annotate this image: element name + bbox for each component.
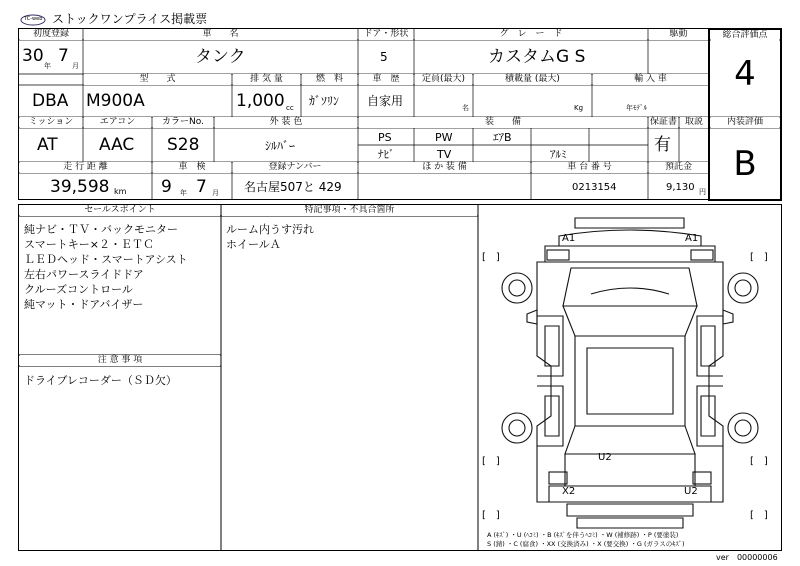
header-chassis: 車 台 番 号 bbox=[532, 162, 647, 173]
yen-unit: 円 bbox=[699, 188, 706, 196]
cc-unit: cc bbox=[286, 104, 294, 112]
bracket-bottom-right: [ ] bbox=[750, 510, 768, 521]
header-warranty: 保証書 bbox=[649, 117, 677, 127]
fuel-value: ｶﾞｿﾘﾝ bbox=[309, 94, 340, 108]
bracket-front-left: [ ] bbox=[482, 252, 500, 263]
inspection-year: 9 bbox=[161, 177, 172, 197]
inspection-month-unit: 月 bbox=[212, 189, 219, 197]
header-total-score: 総合評価点 bbox=[711, 30, 779, 41]
bracket-rear-left: [ ] bbox=[482, 456, 500, 467]
header-exterior: 外 装 色 bbox=[215, 117, 357, 128]
equip-airbag: ｴｱB bbox=[493, 131, 512, 144]
header-fuel: 燃 料 bbox=[302, 74, 357, 85]
mark-a1-right: A1 bbox=[685, 233, 699, 244]
header-first-reg: 初度登録 bbox=[20, 29, 82, 40]
capacity-unit: 名 bbox=[462, 104, 469, 112]
header-model: 型 式 bbox=[84, 74, 231, 85]
model-year-unit: 年ﾓﾃﾞﾙ bbox=[626, 104, 647, 112]
header-sales-points: セールスポイント bbox=[20, 205, 220, 216]
header-interior-score: 内装評価 bbox=[711, 117, 779, 128]
car-damage-diagram bbox=[479, 206, 781, 550]
bracket-front-right: [ ] bbox=[750, 252, 768, 263]
damage-legend-line-1: A (ｷｽﾞ) ・U (ﾍｺﾐ) ・B (ｷｽﾞを伴うﾍｺﾐ) ・W (補修跡) ・P (要塗装) bbox=[487, 531, 679, 539]
equip-navi: ﾅﾋﾞ bbox=[378, 148, 395, 161]
header-capacity: 定員(最大) bbox=[415, 74, 472, 85]
model-prefix: DBA bbox=[32, 91, 69, 111]
first-reg-year: 30 bbox=[22, 46, 44, 66]
equip-pw: PW bbox=[435, 131, 453, 144]
grade-value: カスタムG S bbox=[488, 47, 586, 67]
logo-text: TC-web bbox=[24, 16, 43, 22]
load-unit: Kg bbox=[574, 104, 584, 112]
header-equipment: 装 備 bbox=[359, 117, 647, 128]
mark-x2: X2 bbox=[562, 486, 576, 497]
bracket-rear-right: [ ] bbox=[750, 456, 768, 467]
equip-tv: TV bbox=[437, 148, 452, 161]
usage-value: 自家用 bbox=[367, 94, 404, 108]
inspection-month: 7 bbox=[196, 177, 207, 197]
equip-ps: PS bbox=[378, 131, 392, 144]
header-drive: 駆動 bbox=[649, 29, 708, 40]
header-import: 輸 入 車 bbox=[593, 74, 708, 85]
mileage-value: 39,598 bbox=[50, 177, 110, 197]
page-title: ストックワンプライス掲載票 bbox=[52, 12, 208, 26]
mark-u2: U2 bbox=[598, 452, 612, 463]
mark-a1-left: A1 bbox=[562, 233, 576, 244]
header-notes: 特記事項・不具合箇所 bbox=[222, 205, 477, 216]
door-count-value: 5 bbox=[380, 50, 388, 64]
damage-legend-line-2: S (錆) ・C (腐食) ・XX (交換済み) ・X (要交換) ・G (ガラスのｷｽﾞ) bbox=[487, 540, 685, 548]
exterior-color-value: ｼﾙﾊﾞｰ bbox=[265, 139, 296, 153]
model-code: M900A bbox=[86, 91, 145, 111]
header-other-equipment: ほ か 装 備 bbox=[359, 162, 530, 173]
warranty-value: 有 bbox=[654, 135, 671, 155]
total-score-value: 4 bbox=[734, 54, 756, 94]
notes-list: ルーム内うす汚れ ホイールＡ bbox=[226, 223, 314, 251]
header-usage: 車 歴 bbox=[359, 74, 413, 85]
bracket-bottom-left: [ ] bbox=[482, 510, 500, 521]
mark-u2-right: U2 bbox=[684, 486, 698, 497]
header-manual: 取説 bbox=[680, 117, 708, 128]
header-mission: ミッション bbox=[20, 117, 82, 128]
header-caution: 注 意 事 項 bbox=[20, 355, 220, 366]
km-unit: km bbox=[114, 187, 127, 196]
reserve-value: 9,130 bbox=[666, 182, 695, 193]
mission-value: AT bbox=[37, 135, 58, 155]
header-car-name: 車 名 bbox=[84, 29, 357, 40]
color-no-value: S28 bbox=[167, 135, 200, 155]
caution-list: ドライブレコーダー（ＳＤ欠） bbox=[24, 374, 177, 387]
header-grade: グ レ ー ド bbox=[415, 29, 647, 40]
header-door-shape: ドア・形状 bbox=[359, 29, 413, 40]
aircon-value: AAC bbox=[99, 135, 135, 155]
version-label: ver 00000006 bbox=[716, 553, 778, 562]
year-unit: 年 bbox=[44, 62, 51, 70]
plate-value: 名古屋507と 429 bbox=[244, 180, 342, 194]
header-aircon: エアコン bbox=[84, 117, 151, 128]
equip-alumi: ｱﾙﾐ bbox=[550, 148, 567, 161]
header-displacement: 排 気 量 bbox=[233, 74, 300, 85]
first-reg-month: 7 bbox=[58, 46, 69, 66]
header-inspection: 車 検 bbox=[153, 162, 231, 173]
header-reserve: 預託金 bbox=[649, 162, 708, 173]
inspection-year-unit: 年 bbox=[180, 189, 187, 197]
chassis-value: 0213154 bbox=[572, 182, 617, 193]
header-color-no: カラーNo. bbox=[153, 117, 213, 128]
interior-score-value: B bbox=[733, 144, 757, 184]
sales-points-list: 純ナビ・ＴＶ・バックモニター スマートキー×２・ＥＴＣ ＬＥＤヘッド・スマートアシスト 左右パワースライドドア クルーズコントロール 純マット・ドアバイザー bbox=[24, 223, 188, 311]
header-mileage: 走 行 距 離 bbox=[20, 162, 151, 173]
month-unit: 月 bbox=[72, 62, 79, 70]
header-load: 積載量 (最大) bbox=[474, 74, 591, 85]
displacement-value: 1,000 bbox=[236, 91, 285, 111]
car-name-value: タンク bbox=[195, 47, 246, 67]
header-plate: 登録ナンバー bbox=[233, 162, 357, 173]
